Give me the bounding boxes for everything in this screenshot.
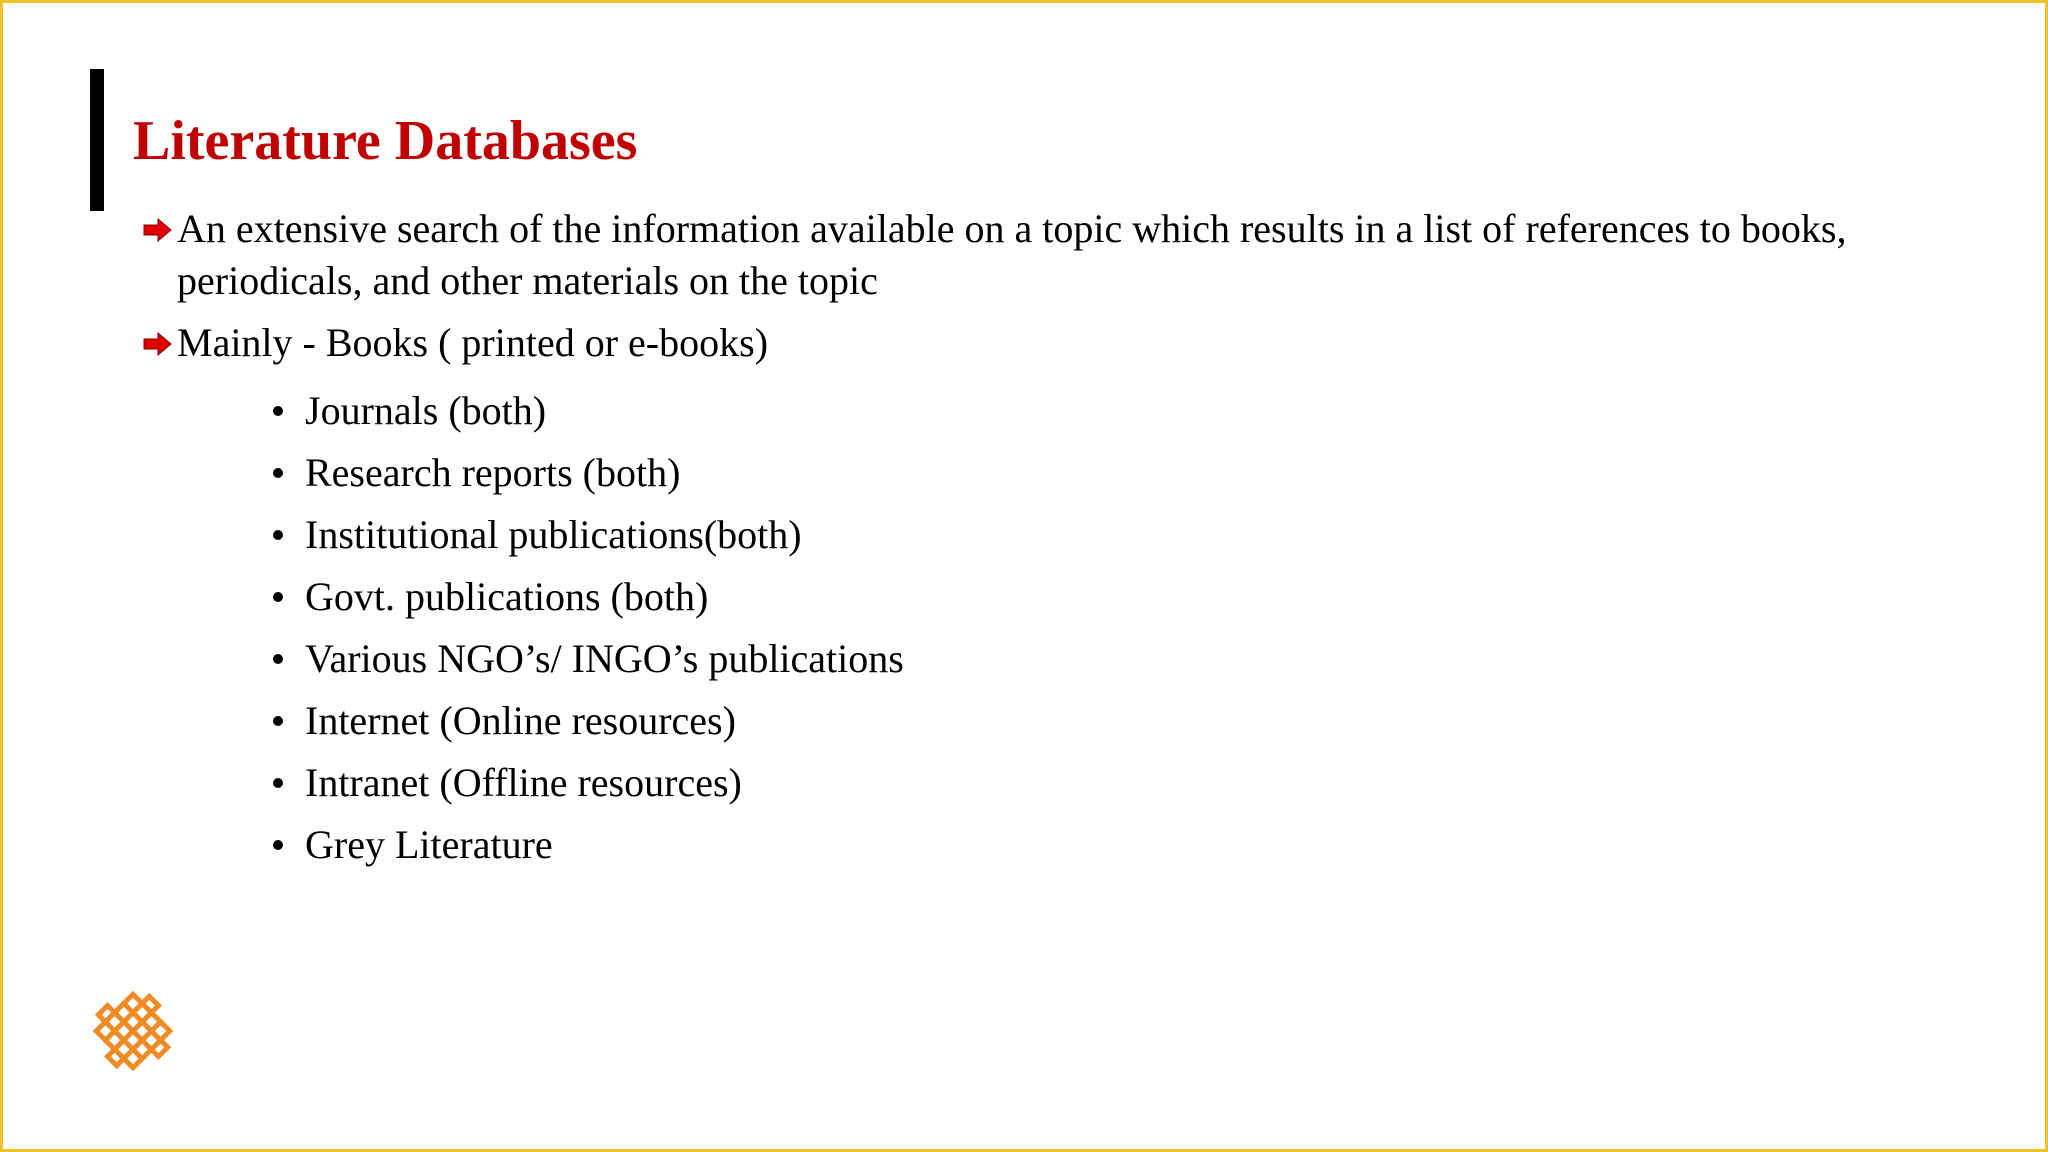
sub-bullet-item (269, 504, 904, 566)
bullet-dot-icon (273, 654, 283, 664)
red-arrow-icon (143, 332, 173, 356)
main-bullet-list (141, 203, 1971, 379)
sub-bullet-item (269, 752, 904, 814)
bullet-dot-icon (273, 778, 283, 788)
bullet-dot-icon (273, 530, 283, 540)
sub-bullet-item (269, 566, 904, 628)
sub-bullet-item (269, 442, 904, 504)
sub-bullet-list (269, 380, 904, 876)
sub-bullet-text: Internet (Online resources) (305, 698, 736, 743)
bullet-dot-icon (273, 592, 283, 602)
sub-bullet-item (269, 690, 904, 752)
main-bullet-item (141, 203, 1971, 307)
bullet-dot-icon (273, 406, 283, 416)
main-bullet-text: Mainly - Books ( printed or e-books) (177, 320, 769, 365)
red-arrow-icon (143, 218, 173, 242)
sub-bullet-text: Research reports (both) (305, 450, 681, 495)
bullet-dot-icon (273, 468, 283, 478)
slide-title: Literature Databases (133, 110, 638, 172)
endless-knot-logo-icon (83, 981, 183, 1081)
sub-bullet-text: Intranet (Offline resources) (305, 760, 742, 805)
sub-bullet-text: Various NGO’s/ INGO’s publications (305, 636, 904, 681)
bullet-dot-icon (273, 840, 283, 850)
bullet-dot-icon (273, 716, 283, 726)
sub-bullet-item (269, 814, 904, 876)
sub-bullet-item (269, 380, 904, 442)
main-bullet-text: An extensive search of the information available on a topic which results in a list of references to books, periodicals, and other materials on the topic (177, 206, 1847, 303)
sub-bullet-text: Journals (both) (305, 388, 547, 433)
sub-bullet-text: Grey Literature (305, 822, 553, 867)
sub-bullet-text: Govt. publications (both) (305, 574, 709, 619)
sub-bullet-item (269, 628, 904, 690)
sub-bullet-text: Institutional publications(both) (305, 512, 802, 557)
title-accent-bar (90, 69, 104, 211)
main-bullet-item (141, 317, 1971, 369)
